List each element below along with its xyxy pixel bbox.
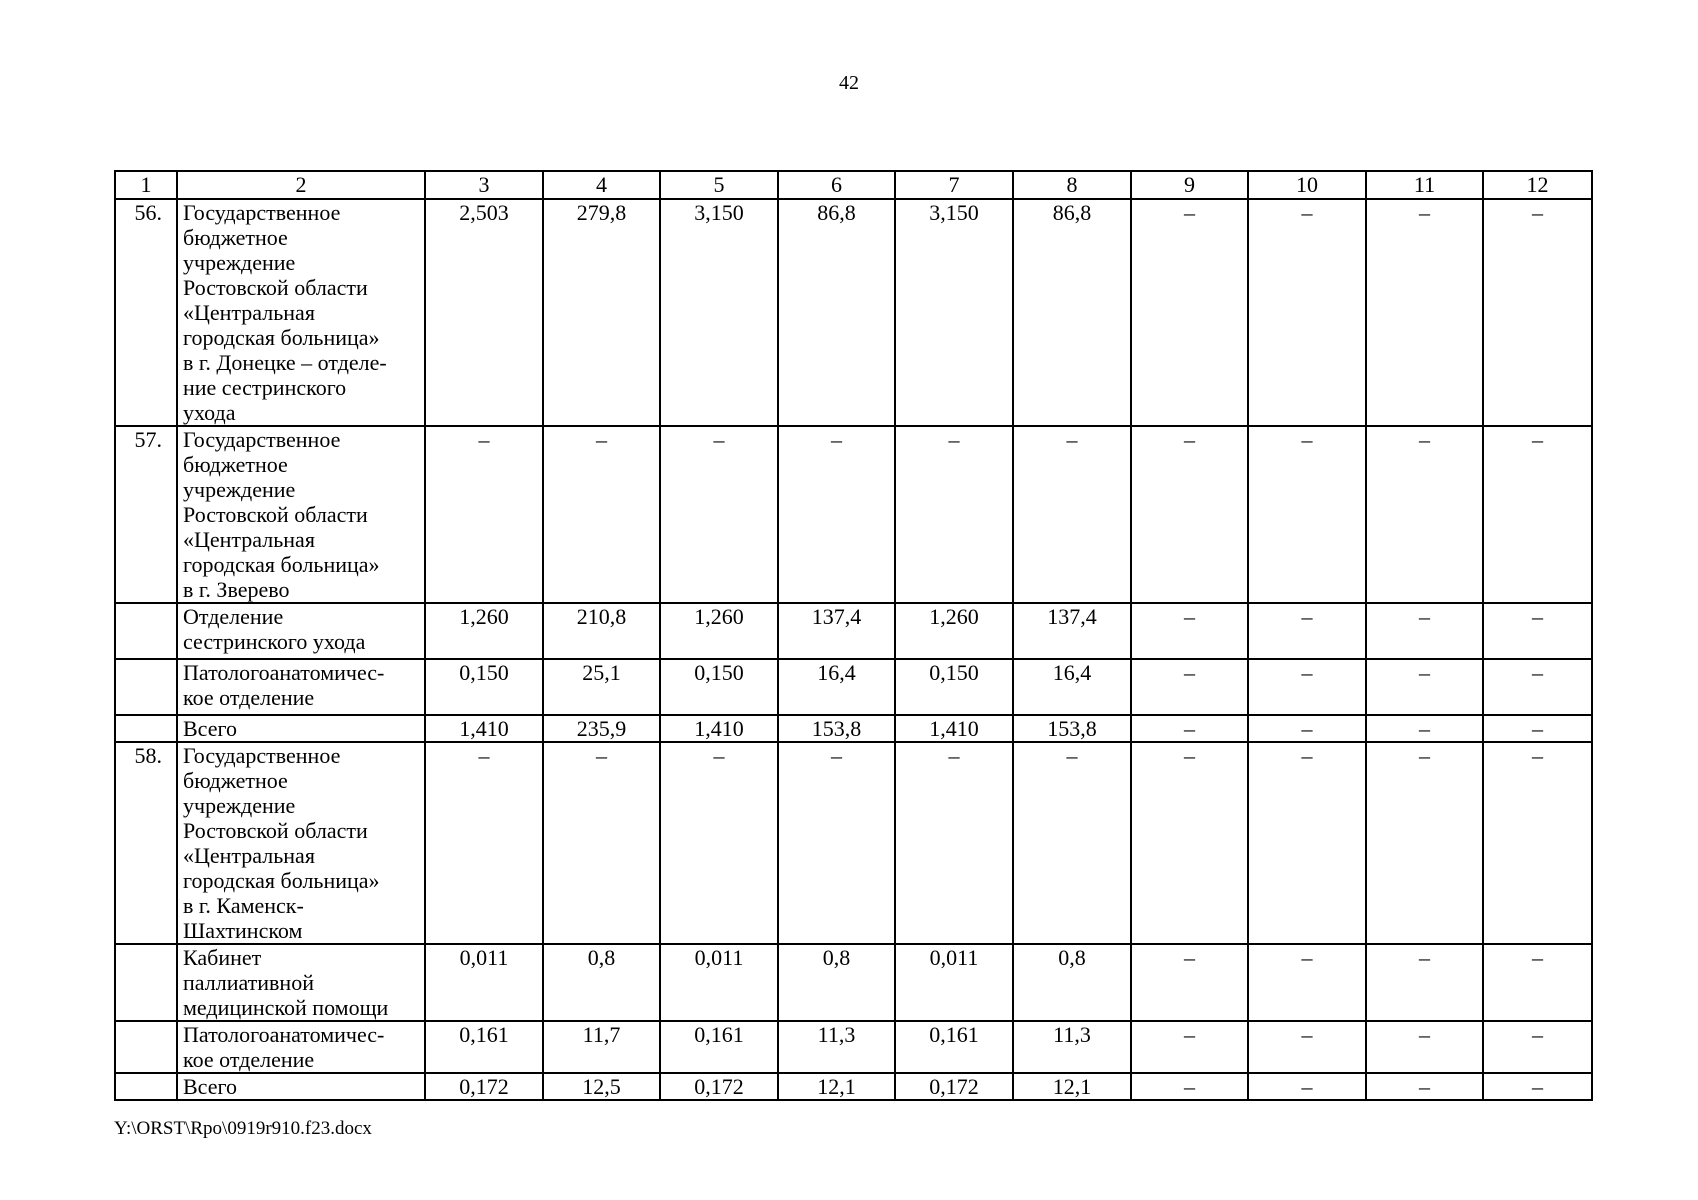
value-cell: 12,5 (543, 1073, 660, 1100)
value-cell: – (1131, 715, 1248, 742)
value-cell: – (1483, 742, 1592, 944)
institution-name: Государственное бюджетное учреждение Ростовской области «Центральная городская больница» в г. Зверево (177, 426, 425, 603)
value-cell: 11,3 (1013, 1021, 1131, 1073)
value-cell: – (1366, 1073, 1483, 1100)
row-number (115, 603, 177, 659)
value-cell: – (1248, 199, 1366, 426)
value-cell: – (1366, 742, 1483, 944)
value-cell: – (1248, 603, 1366, 659)
value-cell: – (1248, 715, 1366, 742)
column-header: 2 (177, 171, 425, 199)
institution-name: Всего (177, 1073, 425, 1100)
value-cell: 0,150 (425, 659, 543, 715)
data-table (114, 170, 1593, 1101)
value-cell: 2,503 (425, 199, 543, 426)
value-cell: – (1131, 199, 1248, 426)
value-cell: – (660, 426, 778, 603)
value-cell: – (543, 742, 660, 944)
table-row (115, 742, 1592, 944)
value-cell: – (1131, 603, 1248, 659)
column-header: 12 (1483, 171, 1592, 199)
value-cell: – (1013, 742, 1131, 944)
column-header: 1 (115, 171, 177, 199)
column-header: 5 (660, 171, 778, 199)
value-cell: 137,4 (778, 603, 895, 659)
value-cell: – (1366, 603, 1483, 659)
value-cell: – (1366, 944, 1483, 1021)
institution-name: Всего (177, 715, 425, 742)
column-header: 10 (1248, 171, 1366, 199)
value-cell: 3,150 (660, 199, 778, 426)
value-cell: 0,161 (660, 1021, 778, 1073)
value-cell: 210,8 (543, 603, 660, 659)
page-number: 42 (839, 72, 859, 94)
value-cell: – (1013, 426, 1131, 603)
value-cell: – (1366, 199, 1483, 426)
value-cell: – (1131, 1073, 1248, 1100)
value-cell: 1,410 (660, 715, 778, 742)
value-cell: 86,8 (1013, 199, 1131, 426)
value-cell: 0,150 (660, 659, 778, 715)
row-number (115, 944, 177, 1021)
row-number: 56. (115, 199, 177, 426)
value-cell: 1,260 (425, 603, 543, 659)
value-cell: – (425, 426, 543, 603)
institution-name: Государственное бюджетное учреждение Ростовской области «Центральная городская больница» в г. Донецке – отделе- ние сестринского ухода (177, 199, 425, 426)
row-number (115, 715, 177, 742)
value-cell: 0,011 (425, 944, 543, 1021)
value-cell: 153,8 (778, 715, 895, 742)
value-cell: – (660, 742, 778, 944)
value-cell: 3,150 (895, 199, 1013, 426)
value-cell: – (1366, 659, 1483, 715)
value-cell: – (1483, 944, 1592, 1021)
value-cell: 235,9 (543, 715, 660, 742)
value-cell: – (1248, 1073, 1366, 1100)
column-header: 3 (425, 171, 543, 199)
value-cell: 1,410 (425, 715, 543, 742)
value-cell: – (1483, 426, 1592, 603)
column-header: 4 (543, 171, 660, 199)
value-cell: 86,8 (778, 199, 895, 426)
table-header-row (115, 171, 1592, 199)
table-row (115, 199, 1592, 426)
value-cell: 137,4 (1013, 603, 1131, 659)
table-row (115, 426, 1592, 603)
table-row (115, 715, 1592, 742)
value-cell: 1,260 (895, 603, 1013, 659)
value-cell: 0,172 (425, 1073, 543, 1100)
value-cell: 11,7 (543, 1021, 660, 1073)
value-cell: 0,8 (1013, 944, 1131, 1021)
row-number (115, 1073, 177, 1100)
institution-name: Патологоанатомичес- кое отделение (177, 659, 425, 715)
value-cell: 0,011 (895, 944, 1013, 1021)
value-cell: – (1131, 1021, 1248, 1073)
row-number: 58. (115, 742, 177, 944)
value-cell: – (1248, 1021, 1366, 1073)
value-cell: 0,011 (660, 944, 778, 1021)
value-cell: 279,8 (543, 199, 660, 426)
value-cell: – (778, 742, 895, 944)
table-row (115, 659, 1592, 715)
table-row (115, 944, 1592, 1021)
value-cell: 25,1 (543, 659, 660, 715)
row-number (115, 659, 177, 715)
value-cell: 11,3 (778, 1021, 895, 1073)
value-cell: – (1366, 715, 1483, 742)
value-cell: – (1483, 715, 1592, 742)
institution-name: Патологоанатомичес- кое отделение (177, 1021, 425, 1073)
value-cell: 0,8 (778, 944, 895, 1021)
column-header: 11 (1366, 171, 1483, 199)
value-cell: – (1248, 742, 1366, 944)
value-cell: – (1483, 603, 1592, 659)
table-row (115, 1021, 1592, 1073)
value-cell: 16,4 (778, 659, 895, 715)
value-cell: – (1131, 944, 1248, 1021)
value-cell: – (1483, 199, 1592, 426)
column-header: 8 (1013, 171, 1131, 199)
value-cell: 0,150 (895, 659, 1013, 715)
value-cell: – (1483, 659, 1592, 715)
value-cell: 0,161 (895, 1021, 1013, 1073)
value-cell: – (1248, 944, 1366, 1021)
value-cell: – (425, 742, 543, 944)
value-cell: 0,161 (425, 1021, 543, 1073)
table-row (115, 1073, 1592, 1100)
row-number (115, 1021, 177, 1073)
value-cell: 0,8 (543, 944, 660, 1021)
value-cell: – (1131, 742, 1248, 944)
value-cell: – (543, 426, 660, 603)
value-cell: – (1483, 1073, 1592, 1100)
value-cell: – (1366, 1021, 1483, 1073)
value-cell: 153,8 (1013, 715, 1131, 742)
value-cell: 1,410 (895, 715, 1013, 742)
value-cell: – (895, 426, 1013, 603)
value-cell: 12,1 (778, 1073, 895, 1100)
row-number: 57. (115, 426, 177, 603)
value-cell: 16,4 (1013, 659, 1131, 715)
institution-name: Отделение сестринского ухода (177, 603, 425, 659)
table-body (115, 171, 1592, 1100)
table-row (115, 603, 1592, 659)
footer-file-path: Y:\ORST\Rpo\0919r910.f23.docx (114, 1118, 372, 1139)
column-header: 9 (1131, 171, 1248, 199)
value-cell: – (1131, 426, 1248, 603)
institution-name: Государственное бюджетное учреждение Ростовской области «Центральная городская больница» в г. Каменск- Шахтинском (177, 742, 425, 944)
value-cell: – (1248, 659, 1366, 715)
value-cell: – (1131, 659, 1248, 715)
value-cell: 1,260 (660, 603, 778, 659)
value-cell: 0,172 (895, 1073, 1013, 1100)
value-cell: – (778, 426, 895, 603)
value-cell: – (895, 742, 1013, 944)
value-cell: – (1248, 426, 1366, 603)
column-header: 6 (778, 171, 895, 199)
value-cell: – (1483, 1021, 1592, 1073)
value-cell: – (1366, 426, 1483, 603)
institution-name: Кабинет паллиативной медицинской помощи (177, 944, 425, 1021)
column-header: 7 (895, 171, 1013, 199)
value-cell: 12,1 (1013, 1073, 1131, 1100)
value-cell: 0,172 (660, 1073, 778, 1100)
